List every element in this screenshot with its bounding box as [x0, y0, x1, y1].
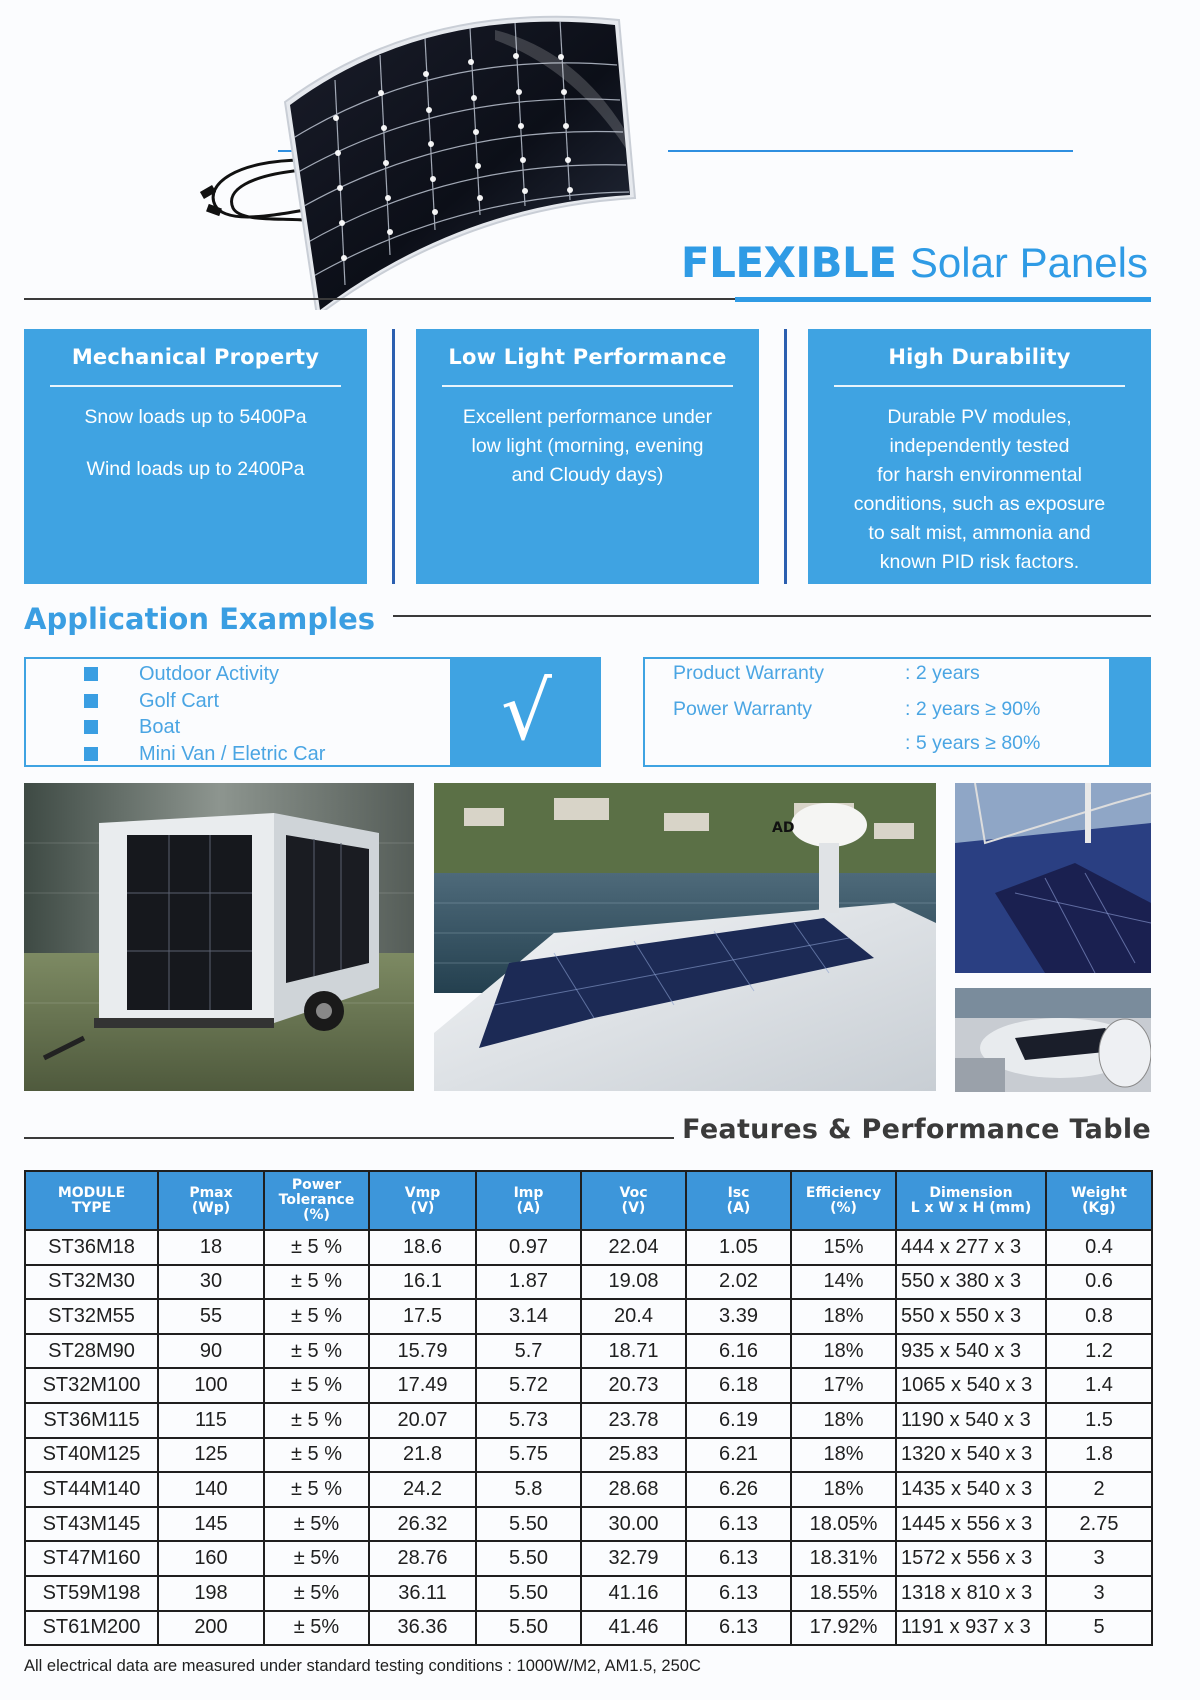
- table-cell: 0.8: [1046, 1299, 1152, 1334]
- table-cell: 36.36: [369, 1611, 476, 1646]
- table-cell: 5: [1046, 1611, 1152, 1646]
- table-row: [25, 1403, 1152, 1438]
- column-header-line: (A): [726, 1199, 751, 1216]
- feature-line: to salt mist, ammonia and: [868, 522, 1091, 544]
- table-cell: 5.75: [476, 1438, 581, 1473]
- table-cell: 24.2: [369, 1472, 476, 1507]
- table-cell: ± 5 %: [264, 1368, 369, 1403]
- table-cell: 36.11: [369, 1576, 476, 1611]
- table-cell: 6.13: [686, 1541, 791, 1576]
- table-row: [25, 1472, 1152, 1507]
- table-cell: 550 x 380 x 3: [896, 1265, 1046, 1300]
- table-cell: ST40M125: [25, 1438, 158, 1473]
- table-cell: 5.8: [476, 1472, 581, 1507]
- sailboat-top-photo: [955, 783, 1151, 973]
- column-header-line: Isc: [727, 1184, 750, 1201]
- table-cell: 1.8: [1046, 1438, 1152, 1473]
- feature-heading: High Durability: [888, 345, 1071, 369]
- table-cell: 5.72: [476, 1368, 581, 1403]
- feature-divider: [442, 385, 733, 387]
- feature-separator: [784, 329, 787, 584]
- table-cell: 0.4: [1046, 1230, 1152, 1265]
- feature-line: Durable PV modules,: [887, 406, 1072, 428]
- table-cell: 17.92%: [791, 1611, 896, 1646]
- application-item-label: Mini Van / Eletric Car: [139, 742, 326, 765]
- table-cell: ± 5%: [264, 1611, 369, 1646]
- table-cell: 2: [1046, 1472, 1152, 1507]
- table-cell: 20.73: [581, 1368, 686, 1403]
- table-cell: 17%: [791, 1368, 896, 1403]
- table-title-rule: [24, 1137, 674, 1139]
- table-cell: 0.6: [1046, 1265, 1152, 1300]
- table-cell: 1445 x 556 x 3: [896, 1507, 1046, 1542]
- column-header-line: (A): [516, 1199, 541, 1216]
- application-rule: [393, 615, 1151, 617]
- table-row: [25, 1541, 1152, 1576]
- column-header-line: Pmax: [189, 1184, 233, 1201]
- table-cell: 3: [1046, 1541, 1152, 1576]
- table-cell: 6.18: [686, 1368, 791, 1403]
- column-header-line: Tolerance: [278, 1192, 355, 1208]
- feature-line: low light (morning, evening: [471, 435, 704, 457]
- feature-line: for harsh environmental: [877, 464, 1082, 486]
- table-cell: 6.26: [686, 1472, 791, 1507]
- table-cell: 145: [158, 1507, 264, 1542]
- table-cell: 1.5: [1046, 1403, 1152, 1438]
- table-cell: ± 5 %: [264, 1265, 369, 1300]
- table-row: [25, 1368, 1152, 1403]
- table-cell: 6.13: [686, 1576, 791, 1611]
- column-header-line: MODULE: [57, 1184, 126, 1201]
- feature-line: conditions, such as exposure: [853, 493, 1106, 515]
- table-cell: 22.04: [581, 1230, 686, 1265]
- application-item-label: Outdoor Activity: [139, 663, 280, 685]
- column-header: [686, 1171, 791, 1230]
- warranty-value: : 2 years: [905, 662, 980, 684]
- list-item: [84, 688, 450, 715]
- table-cell: ST32M55: [25, 1299, 158, 1334]
- column-header-line: (Kg): [1082, 1199, 1116, 1216]
- page-title-rest: Solar Panels: [909, 239, 1148, 286]
- table-cell: 5.50: [476, 1507, 581, 1542]
- feature-heading: Mechanical Property: [71, 345, 320, 369]
- table-cell: 1.2: [1046, 1334, 1152, 1369]
- table-cell: 26.32: [369, 1507, 476, 1542]
- checkmark-icon: √: [452, 657, 601, 767]
- column-header: [1046, 1171, 1152, 1230]
- table-cell: 3: [1046, 1576, 1152, 1611]
- table-cell: ST32M30: [25, 1265, 158, 1300]
- table-cell: 1572 x 556 x 3: [896, 1541, 1046, 1576]
- table-cell: 1.87: [476, 1265, 581, 1300]
- table-cell: 19.08: [581, 1265, 686, 1300]
- column-header: [264, 1171, 369, 1230]
- table-row: [25, 1299, 1152, 1334]
- table-cell: 32.79: [581, 1541, 686, 1576]
- radar-text: AD: [772, 820, 795, 836]
- table-cell: ST59M198: [25, 1576, 158, 1611]
- warranty-value: : 2 years ≥ 90%: [905, 698, 1041, 720]
- table-cell: 3.39: [686, 1299, 791, 1334]
- bullet-square-icon: [84, 720, 98, 734]
- table-cell: ± 5 %: [264, 1230, 369, 1265]
- table-cell: 18%: [791, 1472, 896, 1507]
- table-cell: 30: [158, 1265, 264, 1300]
- table-cell: ± 5%: [264, 1507, 369, 1542]
- table-cell: 18.31%: [791, 1541, 896, 1576]
- table-cell: 17.5: [369, 1299, 476, 1334]
- table-cell: 18%: [791, 1438, 896, 1473]
- table-cell: ± 5 %: [264, 1334, 369, 1369]
- table-row: [25, 1230, 1152, 1265]
- table-cell: 25.83: [581, 1438, 686, 1473]
- table-cell: 18.05%: [791, 1507, 896, 1542]
- table-cell: 20.4: [581, 1299, 686, 1334]
- feature-line: and Cloudy days): [511, 464, 664, 486]
- table-cell: 550 x 550 x 3: [896, 1299, 1046, 1334]
- table-row: [25, 1611, 1152, 1646]
- table-cell: 15%: [791, 1230, 896, 1265]
- table-cell: 0.97: [476, 1230, 581, 1265]
- table-cell: 1318 x 810 x 3: [896, 1576, 1046, 1611]
- table-cell: 18%: [791, 1334, 896, 1369]
- table-cell: ST36M115: [25, 1403, 158, 1438]
- table-cell: ST44M140: [25, 1472, 158, 1507]
- table-cell: 1065 x 540 x 3: [896, 1368, 1046, 1403]
- column-header: [791, 1171, 896, 1230]
- warranty-value: : 5 years ≥ 80%: [905, 732, 1041, 754]
- hero-accent-line-right: [668, 150, 1073, 152]
- table-title: Features & Performance Table: [682, 1114, 1151, 1145]
- feature-heading: Low Light Performance: [448, 345, 727, 369]
- warranty-accent-tab: [1109, 659, 1149, 765]
- table-cell: 935 x 540 x 3: [896, 1334, 1046, 1369]
- column-header-line: Efficiency: [805, 1184, 882, 1201]
- feature-line: Wind loads up to 2400Pa: [86, 458, 305, 480]
- column-header-line: (V): [621, 1199, 646, 1216]
- application-examples-title: Application Examples: [24, 602, 376, 636]
- column-header-line: L x W x H (mm): [910, 1199, 1032, 1216]
- column-header-line: Weight: [1071, 1184, 1127, 1201]
- table-cell: 18%: [791, 1299, 896, 1334]
- table-cell: ± 5 %: [264, 1472, 369, 1507]
- table-cell: ST36M18: [25, 1230, 158, 1265]
- table-cell: 55: [158, 1299, 264, 1334]
- page-title: [681, 238, 1148, 288]
- table-cell: 200: [158, 1611, 264, 1646]
- table-cell: ST32M100: [25, 1368, 158, 1403]
- table-cell: 18.55%: [791, 1576, 896, 1611]
- table-cell: 14%: [791, 1265, 896, 1300]
- table-cell: 2.75: [1046, 1507, 1152, 1542]
- feature-divider: [50, 385, 341, 387]
- feature-line: known PID risk factors.: [879, 551, 1080, 573]
- table-cell: 5.7: [476, 1334, 581, 1369]
- table-cell: ST28M90: [25, 1334, 158, 1369]
- performance-table: [24, 1170, 1153, 1646]
- bullet-square-icon: [84, 667, 98, 681]
- table-cell: 6.16: [686, 1334, 791, 1369]
- table-cell: 444 x 277 x 3: [896, 1230, 1046, 1265]
- sailboat-bow-photo: [955, 988, 1151, 1092]
- table-cell: 28.76: [369, 1541, 476, 1576]
- application-item-label: Golf Cart: [139, 689, 220, 712]
- feature-line: independently tested: [889, 435, 1070, 457]
- table-cell: 17.49: [369, 1368, 476, 1403]
- table-cell: 18.6: [369, 1230, 476, 1265]
- feature-line: Snow loads up to 5400Pa: [84, 406, 307, 428]
- table-row: [25, 1334, 1152, 1369]
- table-cell: 16.1: [369, 1265, 476, 1300]
- feature-separator: [392, 329, 395, 584]
- table-cell: 21.8: [369, 1438, 476, 1473]
- table-cell: 5.50: [476, 1576, 581, 1611]
- table-cell: 6.13: [686, 1507, 791, 1542]
- table-cell: 41.16: [581, 1576, 686, 1611]
- table-cell: 6.19: [686, 1403, 791, 1438]
- table-cell: 28.68: [581, 1472, 686, 1507]
- table-cell: 1.4: [1046, 1368, 1152, 1403]
- column-header-line: (%): [830, 1199, 857, 1216]
- warranty-label: Product Warranty: [673, 662, 824, 684]
- table-cell: 18: [158, 1230, 264, 1265]
- table-cell: 3.14: [476, 1299, 581, 1334]
- footnote: All electrical data are measured under standard testing conditions : 1000W/M2, AM1.5, 250C: [24, 1657, 701, 1675]
- column-header-line: (V): [410, 1199, 435, 1216]
- feature-line: Excellent performance under: [462, 406, 713, 428]
- table-cell: 18.71: [581, 1334, 686, 1369]
- table-cell: 90: [158, 1334, 264, 1369]
- table-cell: ST61M200: [25, 1611, 158, 1646]
- table-cell: 1190 x 540 x 3: [896, 1403, 1046, 1438]
- feature-box-mechanical: [24, 329, 367, 584]
- column-header: [369, 1171, 476, 1230]
- table-cell: 5.50: [476, 1611, 581, 1646]
- feature-box-low-light: [416, 329, 759, 584]
- table-header-row: [25, 1171, 1152, 1230]
- boat-deck-photo: [434, 783, 936, 1091]
- feature-divider: [834, 385, 1125, 387]
- table-cell: 18%: [791, 1403, 896, 1438]
- table-cell: 5.73: [476, 1403, 581, 1438]
- warranty-box: [643, 657, 1151, 767]
- feature-box-durability: [808, 329, 1151, 584]
- table-cell: ± 5%: [264, 1541, 369, 1576]
- table-cell: 125: [158, 1438, 264, 1473]
- warranty-label: Power Warranty: [673, 698, 813, 720]
- table-cell: 1191 x 937 x 3: [896, 1611, 1046, 1646]
- table-cell: ST43M145: [25, 1507, 158, 1542]
- column-header: [158, 1171, 264, 1230]
- column-header-line: TYPE: [71, 1199, 112, 1216]
- table-cell: 2.02: [686, 1265, 791, 1300]
- table-cell: 1.05: [686, 1230, 791, 1265]
- table-cell: ± 5 %: [264, 1438, 369, 1473]
- solar-trailer-photo: [24, 783, 414, 1091]
- list-item: [84, 661, 450, 688]
- table-row: [25, 1438, 1152, 1473]
- column-header: [25, 1171, 158, 1230]
- table-cell: 1320 x 540 x 3: [896, 1438, 1046, 1473]
- table-cell: ± 5%: [264, 1576, 369, 1611]
- application-item-label: Boat: [139, 716, 181, 738]
- table-cell: 15.79: [369, 1334, 476, 1369]
- list-item: [84, 741, 450, 768]
- feature-line: [24, 432, 367, 455]
- flexible-solar-panel-image: [195, 10, 705, 310]
- column-header-line: Voc: [619, 1184, 648, 1201]
- table-cell: ± 5 %: [264, 1299, 369, 1334]
- column-header-line: Vmp: [404, 1184, 441, 1201]
- table-cell: 5.50: [476, 1541, 581, 1576]
- list-item: [84, 714, 450, 741]
- bullet-square-icon: [84, 694, 98, 708]
- table-cell: 198: [158, 1576, 264, 1611]
- table-row: [25, 1507, 1152, 1542]
- table-row: [25, 1576, 1152, 1611]
- column-header: [896, 1171, 1046, 1230]
- column-header-line: (Wp): [191, 1199, 231, 1216]
- table-row: [25, 1265, 1152, 1300]
- column-header-line: Imp: [513, 1184, 544, 1201]
- column-header: [581, 1171, 686, 1230]
- table-cell: 160: [158, 1541, 264, 1576]
- table-cell: 6.13: [686, 1611, 791, 1646]
- table-cell: 23.78: [581, 1403, 686, 1438]
- table-cell: 41.46: [581, 1611, 686, 1646]
- table-cell: ST47M160: [25, 1541, 158, 1576]
- column-header-line: Power: [291, 1177, 342, 1193]
- table-cell: 1435 x 540 x 3: [896, 1472, 1046, 1507]
- page-title-bold: FLEXIBLE: [680, 238, 897, 287]
- application-list: [24, 657, 452, 767]
- table-cell: ± 5 %: [264, 1403, 369, 1438]
- table-cell: 140: [158, 1472, 264, 1507]
- column-header: [476, 1171, 581, 1230]
- title-underline: [735, 297, 1151, 302]
- table-cell: 30.00: [581, 1507, 686, 1542]
- table-cell: 6.21: [686, 1438, 791, 1473]
- table-cell: 100: [158, 1368, 264, 1403]
- table-cell: 20.07: [369, 1403, 476, 1438]
- column-header-line: (%): [303, 1207, 330, 1223]
- table-cell: 115: [158, 1403, 264, 1438]
- bullet-square-icon: [84, 747, 98, 761]
- column-header-line: Dimension: [929, 1184, 1013, 1201]
